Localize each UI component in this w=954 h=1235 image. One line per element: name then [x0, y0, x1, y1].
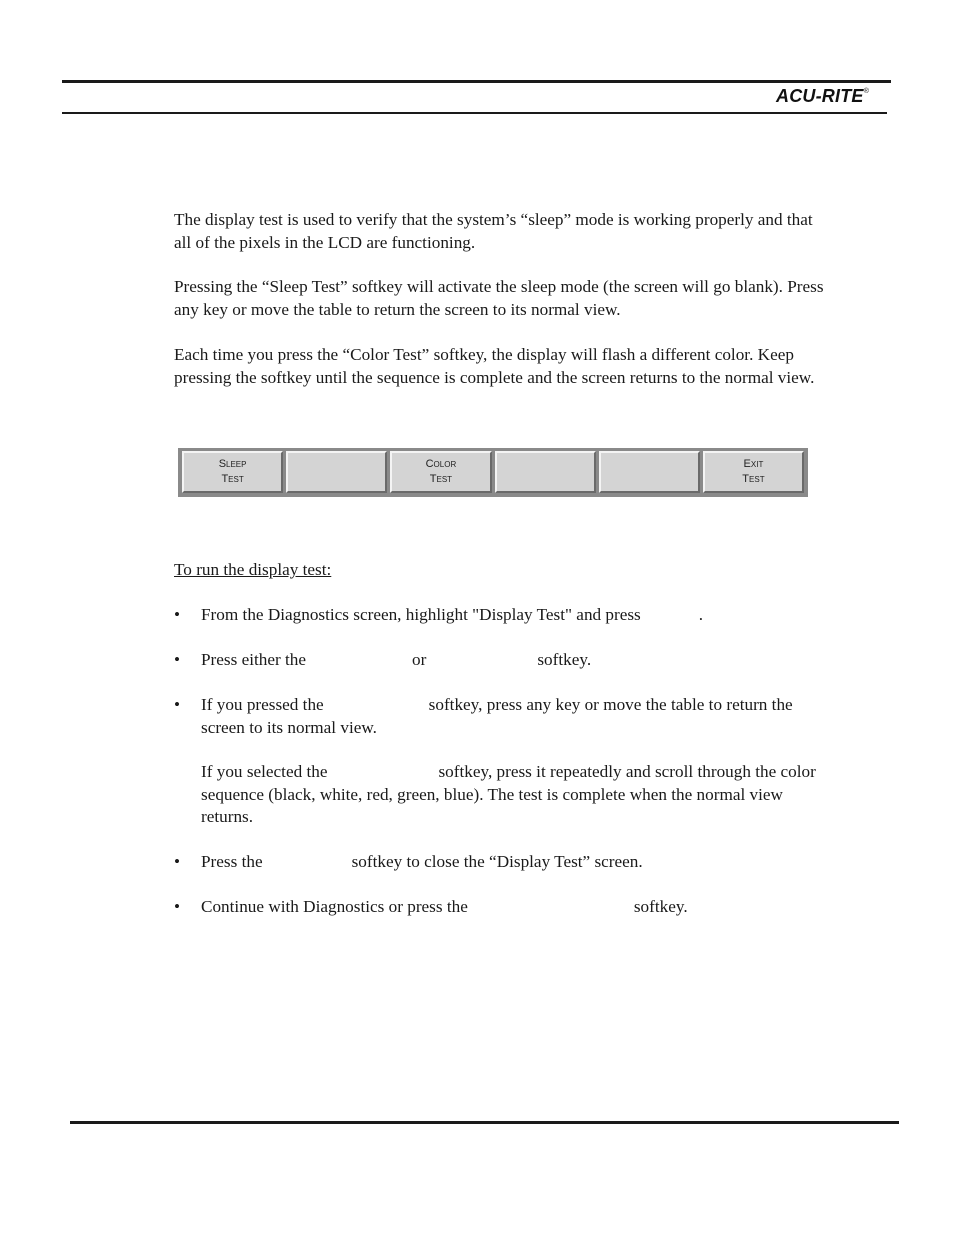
- step-3: [201, 694, 831, 739]
- softkey-bar: [178, 448, 808, 497]
- softkey-label-line2: Test: [742, 473, 765, 485]
- step-1: [201, 604, 831, 627]
- bullet-marker: •: [174, 605, 181, 624]
- step-5-text: Continue with Diagnostics or press the: [201, 897, 468, 916]
- step-2-end: softkey.: [537, 650, 592, 669]
- procedure-heading: To run the display test:: [174, 560, 332, 579]
- acu-rite-logo: [776, 86, 869, 107]
- logo-text: ACU-RITE: [776, 86, 864, 106]
- blank-softkey-5[interactable]: [599, 451, 700, 493]
- step-4: [201, 851, 831, 874]
- softkey-label-line1: Exit: [743, 458, 764, 470]
- intro-paragraph-2: Pressing the “Sleep Test” softkey will activate the sleep mode (the screen will go blank). Press any key or move the table to return the screen to its normal view.: [174, 277, 824, 319]
- color-test-softkey[interactable]: [390, 451, 491, 493]
- blank-softkey-2[interactable]: [286, 451, 387, 493]
- step-3-end: softkey, press any key or move the table to return the screen to its normal view.: [201, 695, 793, 737]
- softkey-label-line1: Sleep: [218, 458, 247, 470]
- sleep-test-softkey[interactable]: [182, 451, 283, 493]
- bullet-marker: •: [174, 852, 181, 871]
- step-1-end: .: [698, 605, 704, 624]
- blank-softkey-4[interactable]: [495, 451, 596, 493]
- step-2-text: Press either the: [201, 650, 307, 669]
- bullet-marker: •: [174, 650, 181, 669]
- step-3-note-end: softkey, press it repeatedly and scroll through the color sequence (black, white, red, green, blue). The test is complete when the normal view returns.: [201, 762, 816, 826]
- softkey-label-line1: Color: [425, 458, 457, 470]
- softkey-label-line2: Test: [221, 473, 244, 485]
- exit-test-softkey[interactable]: [703, 451, 804, 493]
- step-2: [201, 649, 831, 672]
- step-5: [201, 896, 831, 919]
- step-4-end: softkey to close the “Display Test” screen.: [351, 852, 643, 871]
- footer-rule: [70, 1121, 899, 1124]
- step-1-text: From the Diagnostics screen, highlight "Display Test" and press: [201, 605, 641, 624]
- softkey-label-line2: Test: [429, 473, 453, 485]
- step-3-text: If you pressed the: [201, 695, 324, 714]
- intro-paragraph-3: Each time you press the “Color Test” softkey, the display will flash a different color. Keep pressing the softkey until the sequence is complete and the screen returns to the normal view.: [174, 345, 815, 387]
- bullet-marker: •: [174, 695, 181, 714]
- bullet-marker: •: [174, 897, 181, 916]
- header-rule-bottom: [62, 112, 887, 114]
- step-3-note-text: If you selected the: [201, 762, 328, 781]
- step-4-text: Press the: [201, 852, 263, 871]
- intro-paragraph-1: The display test is used to verify that the system’s “sleep” mode is working properly and that all of the pixels in the LCD are functioning.: [174, 210, 813, 252]
- step-3-note: [201, 761, 831, 829]
- registered-mark: ®: [863, 88, 869, 95]
- header-rule-top: [62, 80, 891, 83]
- step-5-end: softkey.: [633, 897, 688, 916]
- step-2-or: or: [412, 650, 427, 669]
